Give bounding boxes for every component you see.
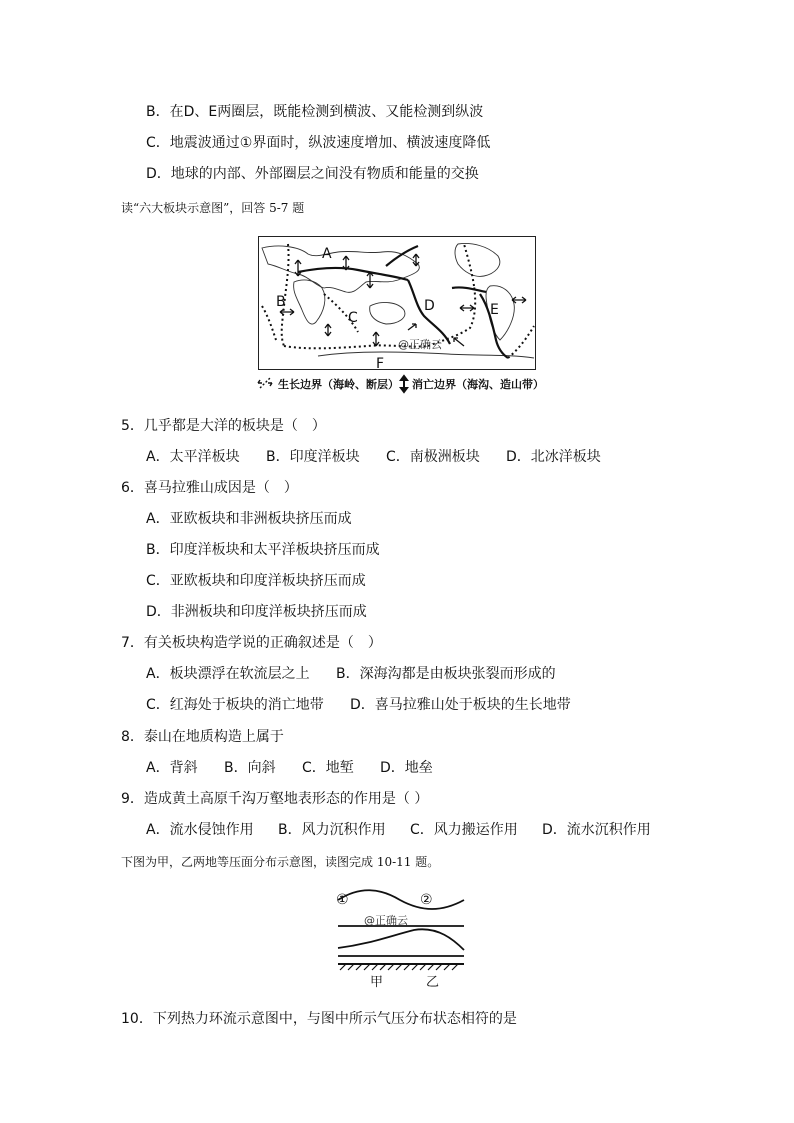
plate-label-c: C: [348, 310, 358, 326]
plate-map: [258, 236, 536, 370]
map-watermark: @正确云: [398, 338, 442, 351]
plate-label-f: F: [376, 356, 385, 370]
plate-map-figure: [258, 236, 536, 370]
plate-label-e: E: [490, 302, 499, 318]
isobar-label-2: ②: [420, 892, 433, 908]
q9-options: [146, 820, 651, 840]
q5-option-c: C．南极洲板块: [386, 449, 480, 465]
upper-isobar-curve: [338, 890, 464, 909]
q5-option-a: A．太平洋板块: [146, 449, 240, 465]
q4-option-c: C．地震波通过①界面时，纵波速度增加、横波速度降低: [146, 135, 491, 151]
legend-growth-label: 生长边界（海岭、断层）: [278, 378, 399, 391]
intro-10-11: 下图为甲，乙两地等压面分布示意图，读图完成 10-11 题。: [121, 855, 440, 869]
q8-option-b: B．向斜: [224, 760, 276, 776]
lower-isobar-curve: [338, 929, 464, 950]
subduction-boundary-legend-icon: [401, 376, 407, 392]
q7-option-a: A．板块漂浮在软流层之上: [146, 666, 310, 682]
q6-stem: 6．喜马拉雅山成因是（ ）: [121, 480, 298, 496]
q9-option-a: A．流水侵蚀作用: [146, 822, 254, 838]
q8-option-a: A．背斜: [146, 760, 198, 776]
q7-stem: 7．有关板块构造学说的正确叙述是（ ）: [121, 635, 382, 651]
q5-option-d: D．北冰洋板块: [506, 449, 601, 465]
q5-stem: 5．几乎都是大洋的板块是（ ）: [121, 418, 326, 434]
q7-option-b: B．深海沟都是由板块张裂而形成的: [336, 666, 556, 682]
q9-option-b: B．风力沉积作用: [278, 822, 386, 838]
q4-option-d: D．地球的内部、外部圈层之间没有物质和能量的交换: [146, 166, 479, 182]
q9-option-d: D．流水沉积作用: [542, 822, 651, 838]
q9-option-c: C．风力搬运作用: [410, 822, 518, 838]
place-label-yi: 乙: [426, 975, 440, 990]
q6-option-b: B．印度洋板块和太平洋板块挤压而成: [146, 542, 380, 558]
q8-options: [146, 758, 433, 778]
isobar-label-1: ①: [336, 892, 349, 908]
q6-option-c: C．亚欧板块和印度洋板块挤压而成: [146, 573, 366, 589]
q6-option-a: A．亚欧板块和非洲板块挤压而成: [146, 511, 352, 527]
q10-stem: 10．下列热力环流示意图中，与图中所示气压分布状态相符的是: [121, 1011, 517, 1027]
plate-label-b: B: [276, 294, 286, 310]
plate-label-a: A: [322, 246, 332, 262]
plate-label-d: D: [424, 298, 435, 314]
growth-boundary-legend-icon: [258, 378, 272, 388]
q8-option-d: D．地垒: [380, 760, 433, 776]
legend-subduction-label: 消亡边界（海沟、造山带）: [412, 378, 544, 391]
q9-stem: 9．造成黄土高原千沟万壑地表形态的作用是（ ）: [121, 791, 429, 807]
q5-option-b: B．印度洋板块: [266, 449, 360, 465]
isobar-watermark: @正确云: [364, 914, 408, 927]
q6-option-d: D．非洲板块和印度洋板块挤压而成: [146, 604, 367, 620]
q5-options: [146, 447, 601, 467]
place-label-jia: 甲: [370, 975, 384, 990]
q7-option-d: D．喜马拉雅山处于板块的生长地带: [350, 697, 571, 713]
map-legend: [256, 374, 546, 394]
q4-option-b: B．在D、E两圈层，既能检测到横波、又能检测到纵波: [146, 104, 484, 120]
q8-stem: 8．泰山在地质构造上属于: [121, 729, 284, 745]
q8-option-c: C．地堑: [302, 760, 354, 776]
q7-options-row2: [146, 695, 571, 715]
isobar-diagram: [330, 884, 470, 990]
q7-option-c: C．红海处于板块的消亡地带: [146, 697, 324, 713]
q7-options-row1: [146, 664, 556, 684]
intro-5-7: 读“六大板块示意图”，回答 5-7 题: [121, 201, 305, 215]
